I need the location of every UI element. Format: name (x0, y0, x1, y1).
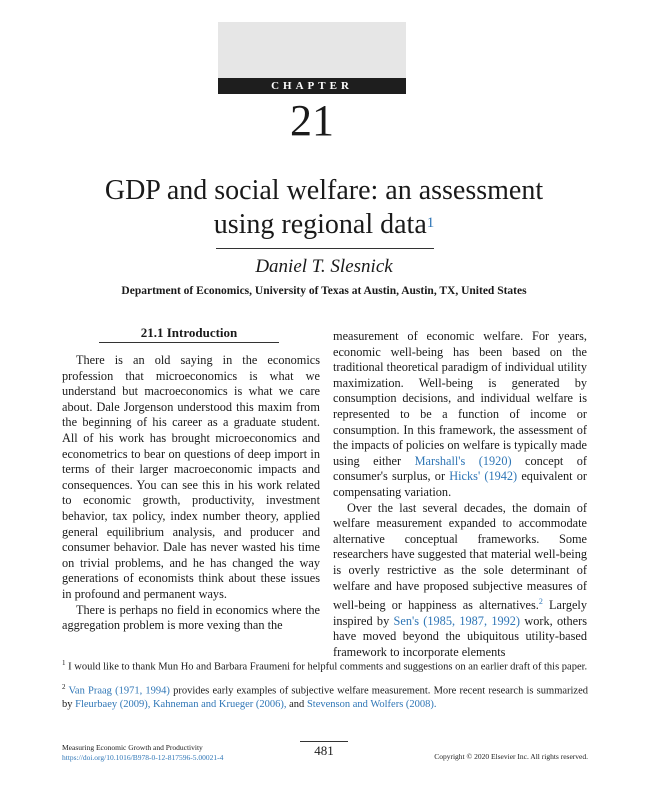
citation-link-hicks[interactable]: Hicks' (1942) (449, 469, 518, 484)
author-name: Daniel T. Slesnick (255, 256, 393, 277)
footnote-2: $^2$ Van Praag (1971, 1994) provides early examples of subjective welfare measurement. More recent research is summarized by Fleurbaey (2009), Kahneman and Krueger (2006), and Stevenson and Wolfers (2008). (62, 682, 589, 710)
chapter-box (218, 22, 406, 78)
copyright: Copyright © 2020 Elsevier Inc. All rights reserved. (434, 752, 588, 761)
footnote-1: $^1$ I would like to thank Mun Ho and Barbara Fraumeni for helpful comments and suggestions on an earlier draft of this paper. (62, 659, 588, 673)
chapter-number: 21 (290, 96, 334, 145)
chapter-label: CHAPTER (218, 78, 406, 94)
book-title: Measuring Economic Growth and Productivity (62, 743, 203, 752)
paragraph: measurement of economic welfare. For years, economic well-being has been based on the traditional theoretical paradigm of individual utility maximization. Well-being is generated by consumption decisions, and individual welfare is represented to be a function of income or consumption. In this framework, the assessment of the impacts of policies on welfare is typically made using either Marshall's (1920) concept of consumer's surplus, or Hicks' (1942) equivalent or compensating variation. (333, 329, 587, 499)
doi-link[interactable]: https://doi.org/10.1016/B978-0-12-817596-5.00021-4 (62, 753, 224, 762)
chapter-title (40, 174, 608, 242)
title-footnote-link[interactable]: 1 (426, 215, 435, 231)
title-line-2: using regional data (213, 209, 427, 240)
paragraph: There is perhaps no field in economics where the aggregation problem is more vexing than the (62, 602, 320, 633)
page-number: 481 (300, 741, 348, 759)
footnote-link-2[interactable]: 2 (538, 597, 543, 607)
citation-link-fleurbaey[interactable]: Fleurbaey (2009), Kahneman and Krueger (2006), (75, 699, 287, 710)
citation-link-stevenson[interactable]: Stevenson and Wolfers (2008). (306, 699, 437, 710)
footer-book-info (62, 743, 223, 763)
title-rule (216, 248, 434, 249)
author-affiliation: Department of Economics, University of Texas at Austin, Austin, TX, United States (121, 285, 527, 297)
left-column (62, 353, 320, 634)
paragraph: There is an old saying in the economics profession that microeconomics is what we understand but macroeconomics is what we care about. Dale Jorgenson understood this maxim from the beginning of his career as a graduate student. All of his work has brought microeconomics and econometrics to bear on questions of deep import in terms of their larger macroeconomic impacts and consequences. You can see this in his work related to economic growth, productivity, investment behavior, tax policy, index number theory, applied general equilibrium analysis, and producer and consumer behavior. Dale has never wasted his time on trivial problems, and he has changed the way generations of economists think about these issues in profound and permanent ways. (62, 353, 320, 601)
citation-link-van-praag[interactable]: Van Praag (1971, 1994) (68, 685, 170, 696)
section-rule (99, 342, 279, 343)
citation-link-sen[interactable]: Sen's (1985, 1987, 1992) (393, 613, 521, 628)
citation-link-marshall[interactable]: Marshall's (1920) (414, 453, 512, 468)
title-line-1: GDP and social welfare: an assessment (104, 175, 544, 206)
section-heading: 21.1 Introduction (140, 325, 238, 340)
right-column (333, 329, 587, 661)
footnotes (62, 656, 588, 717)
paragraph: Over the last several decades, the domain of welfare measurement expanded to accommodate alternative conceptual frameworks. Some researchers have suggested that material well-being is overly restrictive as the sole determinant of welfare and have proposed subjective measures of well-being or happiness as alternatives.$^2$ Largely inspired by Sen's (1985, 1987, 1992) work, others have moved beyond the ubiquitous utility-based framework to incorporate elements (333, 500, 588, 659)
